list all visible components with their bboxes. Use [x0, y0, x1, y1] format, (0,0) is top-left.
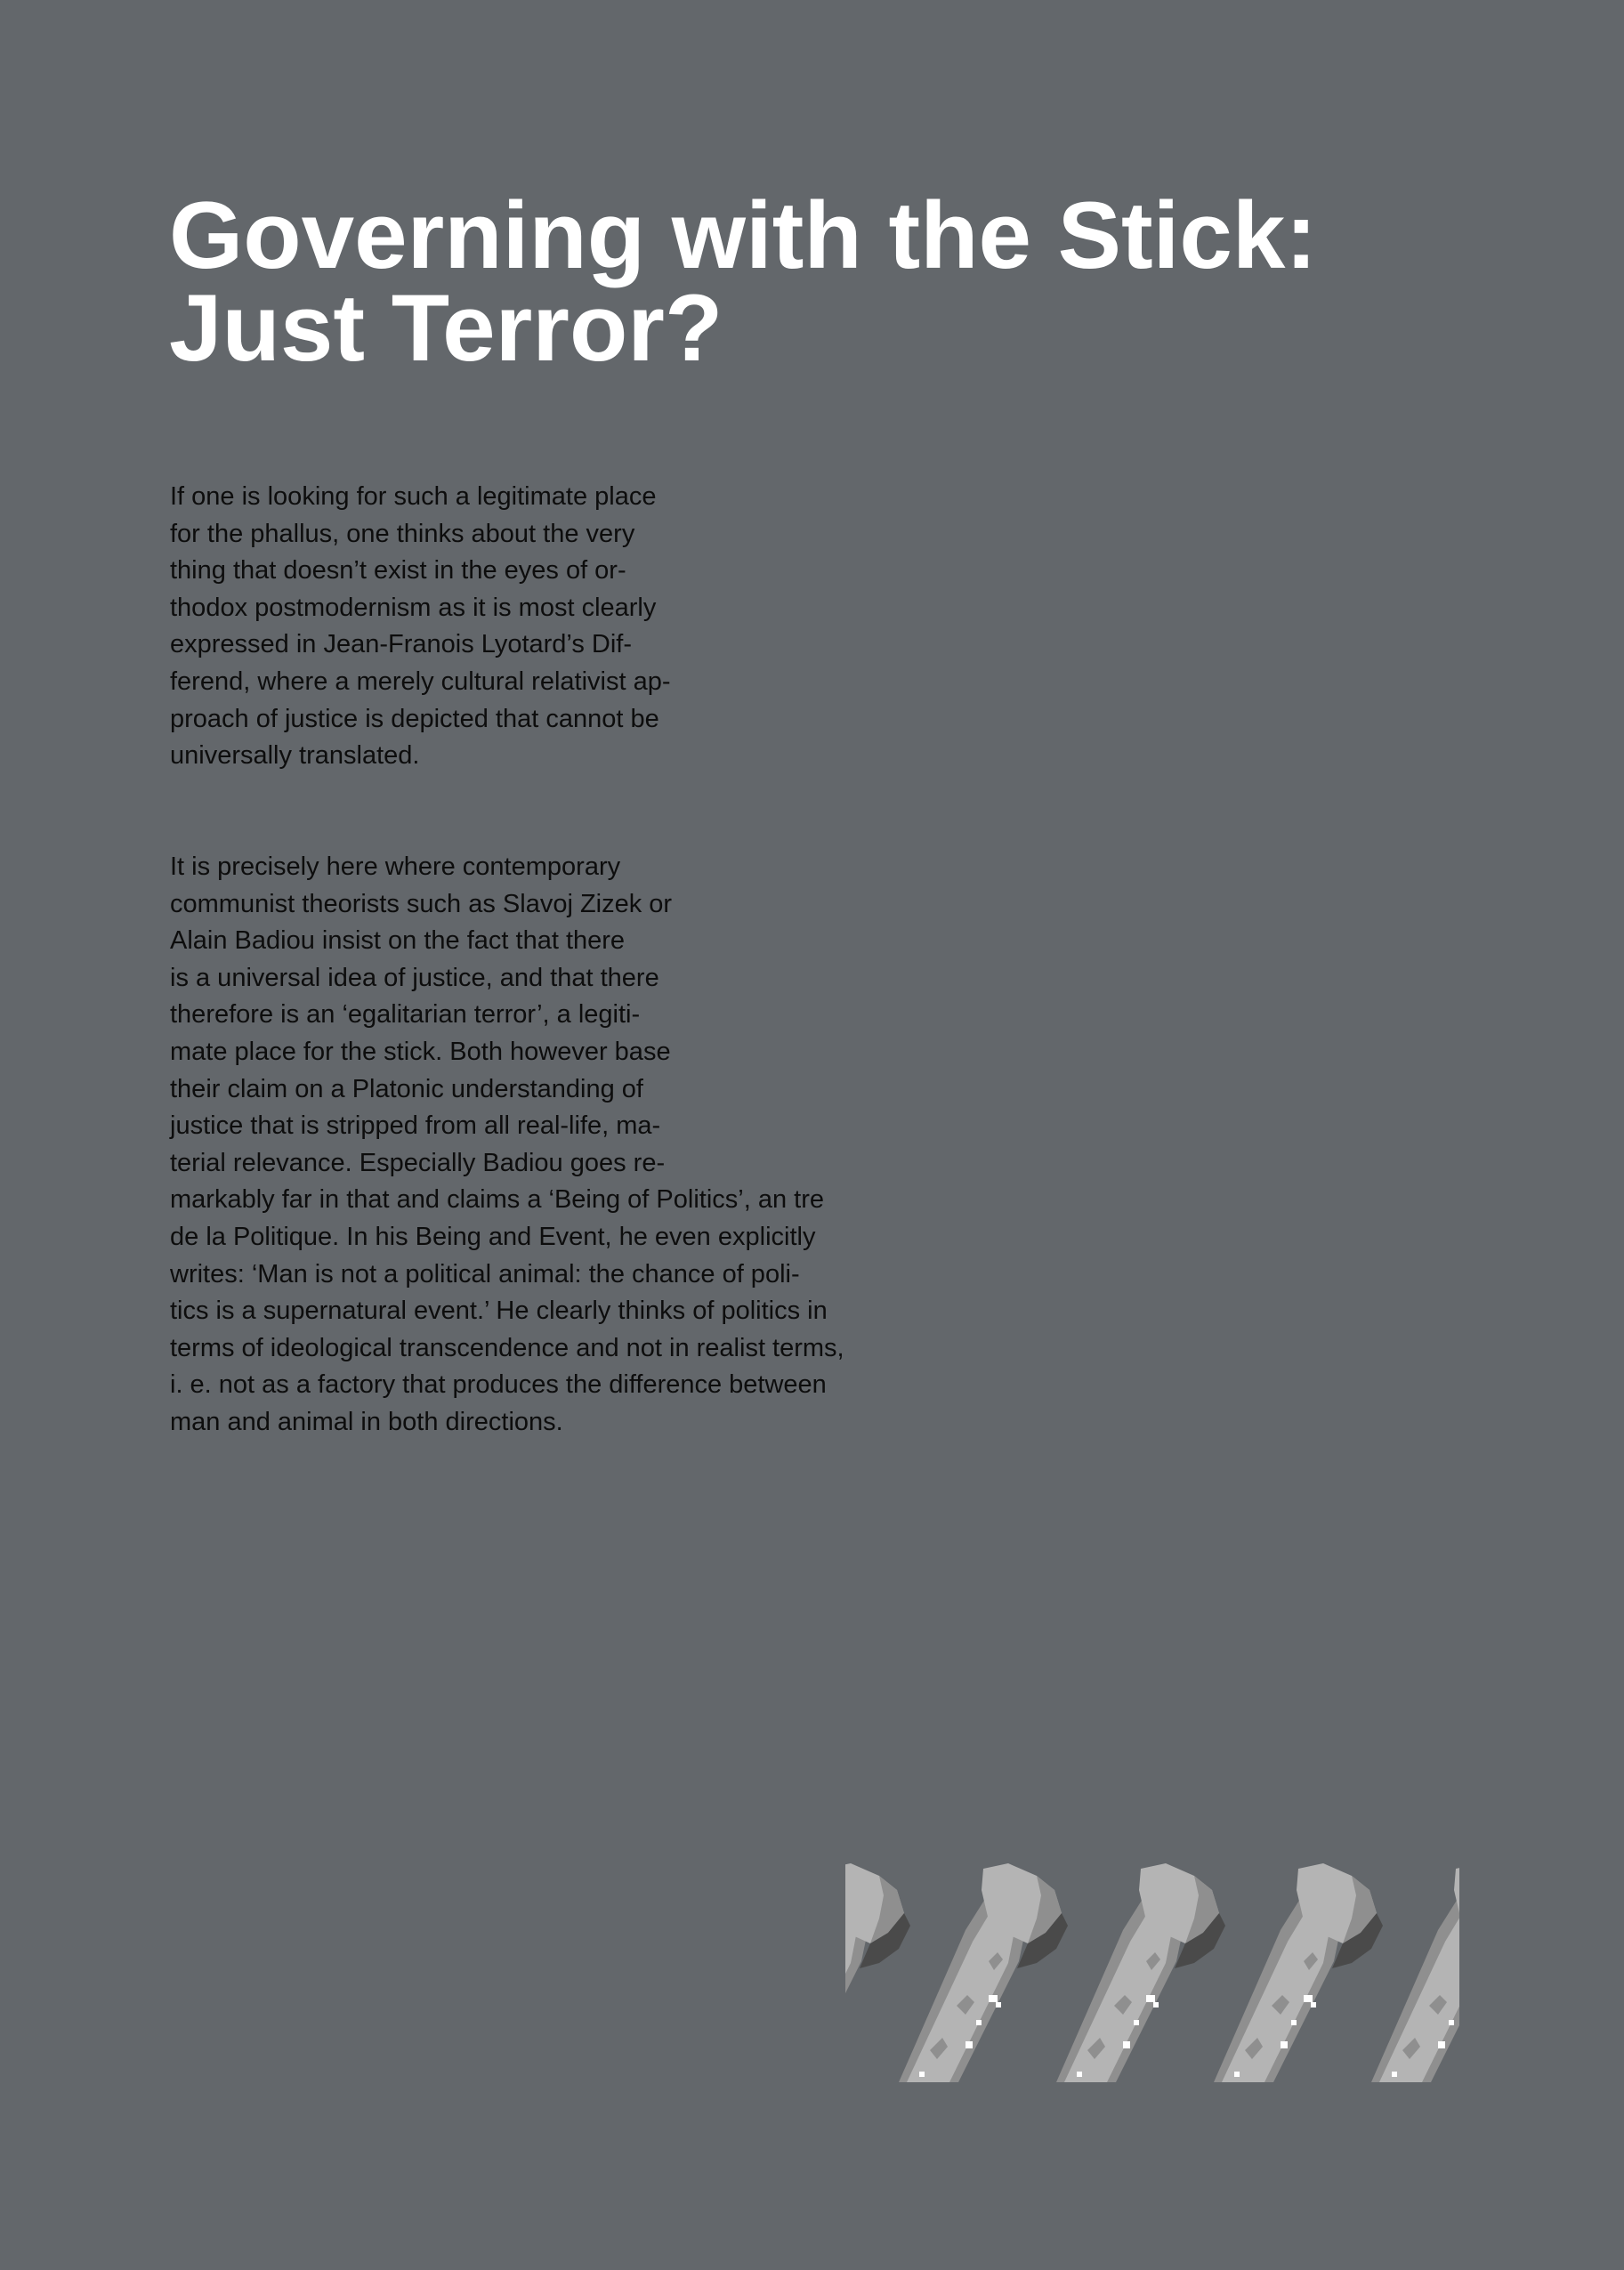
paragraph-line: justice that is stripped from all real-life, ma-: [170, 1111, 661, 1141]
paragraph-line: is a universal idea of justice, and that there: [170, 963, 659, 992]
title-line-2: Just Terror?: [169, 274, 723, 381]
paragraph-line: their claim on a Platonic understanding of: [170, 1074, 643, 1103]
stick-1: [845, 1863, 910, 2082]
stick-pattern-illustration: [845, 1863, 1459, 2082]
paragraph-line: mate place for the stick. Both however base: [170, 1037, 671, 1066]
paragraph-line: for the phallus, one thinks about the very: [170, 519, 635, 548]
paragraph-2: [170, 849, 844, 1442]
paragraph-line: man and animal in both directions.: [170, 1407, 563, 1436]
paragraph-line: terms of ideological transcendence and not in realist terms,: [170, 1333, 844, 1362]
paragraph-line: expressed in Jean-Franois Lyotard’s Dif-: [170, 630, 633, 659]
paragraph-line: ferend, where a merely cultural relativist ap-: [170, 666, 671, 696]
stick-pattern-icon: [845, 1863, 1459, 2082]
paragraph-line: proach of justice is depicted that cannot be: [170, 704, 659, 733]
paragraph-line: de la Politique. In his Being and Event, he even explicitly: [170, 1222, 816, 1251]
page-title: [169, 182, 1504, 381]
paragraph-line: therefore is an ‘egalitarian terror’, a legiti-: [170, 1000, 641, 1030]
stick-3: [1056, 1863, 1225, 2082]
paragraph-line: writes: ‘Man is not a political animal: the chance of poli-: [170, 1259, 800, 1288]
paragraph-line: Alain Badiou insist on the fact that there: [170, 926, 626, 956]
paragraph-line: thodox postmodernism as it is most clearly: [170, 593, 657, 622]
paragraph-line: universally translated.: [170, 741, 420, 771]
stick-4: [1214, 1863, 1383, 2082]
paragraph-line: It is precisely here where contemporary: [170, 852, 621, 881]
title-line-1: Governing with the Stick:: [169, 182, 1318, 288]
stick-5: [1371, 1863, 1459, 2082]
paragraph-line: If one is looking for such a legitimate place: [170, 482, 657, 511]
paragraph-line: markably far in that and claims a ‘Being of Politics’, an tre: [170, 1185, 824, 1215]
stick-2: [899, 1863, 1068, 2082]
paragraph-line: terial relevance. Especially Badiou goes re-: [170, 1148, 666, 1177]
paragraph-line: tics is a supernatural event.’ He clearly thinks of politics in: [170, 1297, 828, 1326]
paragraph-1: [170, 479, 671, 775]
paragraph-line: thing that doesn’t exist in the eyes of or-: [170, 556, 626, 586]
paragraph-line: communist theorists such as Slavoj Zizek or: [170, 889, 673, 918]
paragraph-line: i. e. not as a factory that produces the difference between: [170, 1370, 827, 1400]
